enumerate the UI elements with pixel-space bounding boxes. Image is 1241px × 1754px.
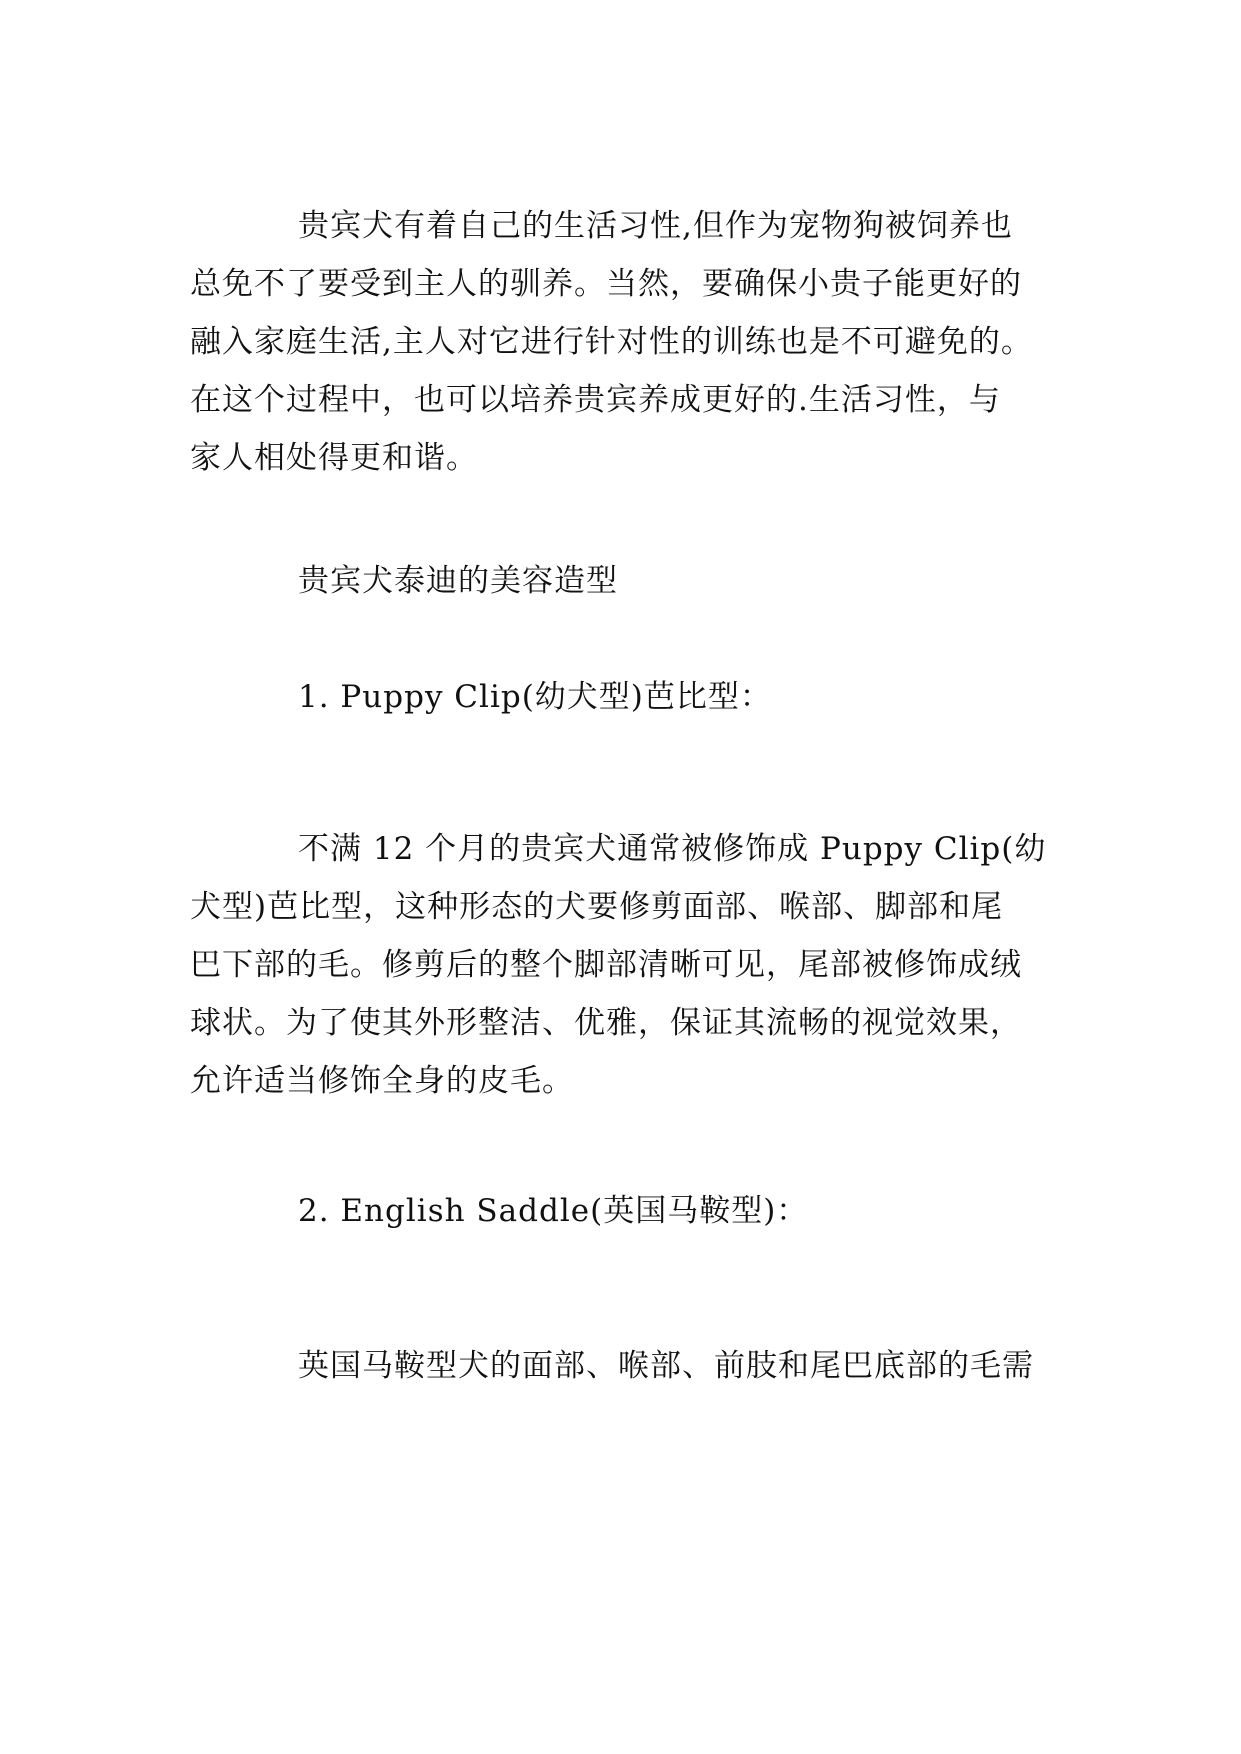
paragraph-line: 总免不了要受到主人的驯养。当然，要确保小贵子能更好的 xyxy=(190,266,1022,302)
paragraph-line: 允许适当修饰全身的皮毛。 xyxy=(190,1063,574,1099)
paragraph-line: 球状。为了使其外形整洁、优雅，保证其流畅的视觉效果， xyxy=(190,1005,1022,1041)
paragraph-line: 巴下部的毛。修剪后的整个脚部清晰可见，尾部被修饰成绒 xyxy=(190,947,1022,983)
paragraph-line: 在这个过程中，也可以培养贵宾养成更好的.生活习性，与 xyxy=(190,382,1001,418)
paragraph-line: 不满 12 个月的贵宾犬通常被修饰成 Puppy Clip(幼 xyxy=(298,831,1047,867)
paragraph-line: 家人相处得更和谐。 xyxy=(190,440,478,476)
paragraph-intro xyxy=(190,197,1060,487)
paragraph-line: 融入家庭生活,主人对它进行针对性的训练也是不可避免的。 xyxy=(190,324,1033,360)
paragraph-line: 犬型)芭比型，这种形态的犬要修剪面部、喉部、脚部和尾 xyxy=(190,889,1004,925)
item-heading-english-saddle: 2. English Saddle(英国马鞍型)： xyxy=(298,1193,809,1229)
paragraph-line: 贵宾犬有着自己的生活习性,但作为宠物狗被饲养也 xyxy=(298,208,1013,244)
section-title: 贵宾犬泰迪的美容造型 xyxy=(298,563,618,599)
paragraph-puppy-clip xyxy=(190,820,1060,1110)
paragraph-english-saddle xyxy=(190,1337,1060,1395)
paragraph-line: 英国马鞍型犬的面部、喉部、前肢和尾巴底部的毛需 xyxy=(298,1348,1034,1384)
item-heading-puppy-clip: 1. Puppy Clip(幼犬型)芭比型： xyxy=(298,679,772,715)
